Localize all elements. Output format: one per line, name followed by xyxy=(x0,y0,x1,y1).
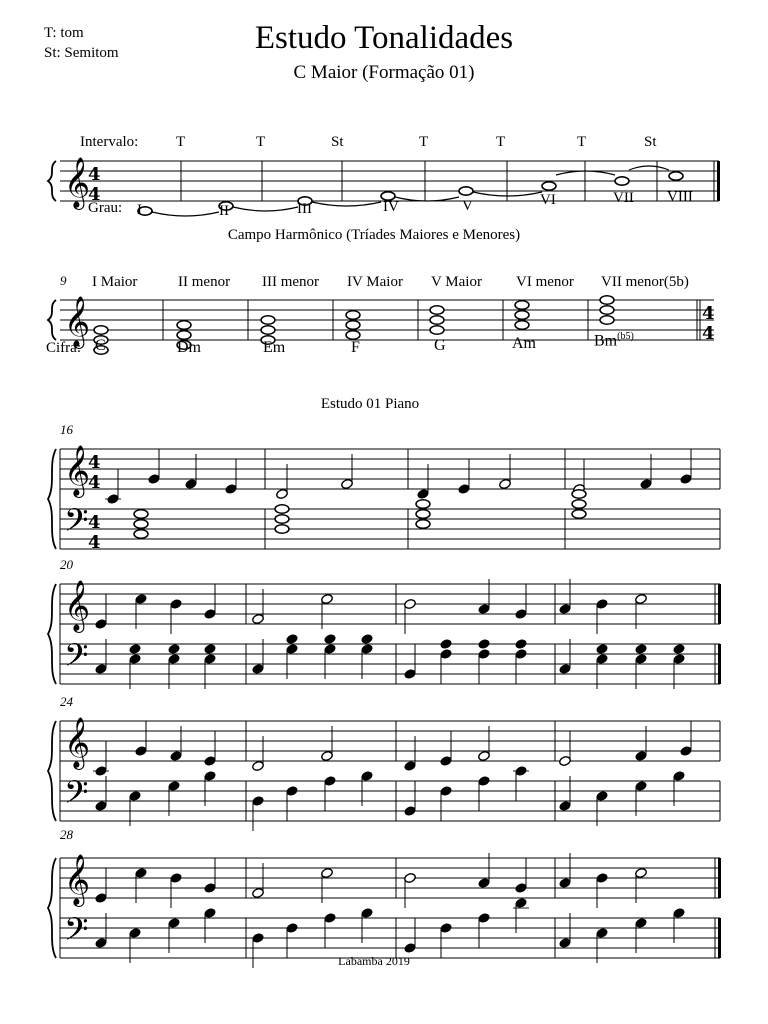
whole-note-head xyxy=(600,316,614,324)
interval-label: St xyxy=(331,134,344,150)
treble-clef: 𝄞 xyxy=(64,296,91,347)
chord-symbol: Am xyxy=(512,335,536,352)
legend-semitom: St: Semitom xyxy=(44,45,119,61)
whole-note-head xyxy=(346,321,360,329)
whole-note-head xyxy=(515,311,529,319)
chord-name: VI menor xyxy=(516,274,574,290)
whole-note-head xyxy=(430,326,444,334)
time-signature: 4 xyxy=(702,323,715,344)
chord-name: VII menor(5b) xyxy=(601,274,689,290)
note-head xyxy=(440,638,453,649)
cifra-label: Cifra: xyxy=(46,340,81,356)
legend-tom: T: tom xyxy=(44,25,84,41)
measure-number: 28 xyxy=(60,827,73,842)
whole-note-head xyxy=(275,505,289,513)
whole-note-head xyxy=(600,296,614,304)
final-barline-thick xyxy=(717,161,720,201)
grau-label: Grau: xyxy=(88,200,123,216)
interval-label: T xyxy=(176,134,186,150)
whole-note-head xyxy=(515,301,529,309)
note-head xyxy=(596,643,609,654)
section-heading-piano: Estudo 01 Piano xyxy=(320,396,420,412)
note-head xyxy=(204,643,217,654)
tie xyxy=(629,166,669,170)
degree-label: V xyxy=(462,198,473,214)
whole-note-head xyxy=(669,172,683,180)
whole-note-head xyxy=(275,525,289,533)
interval-label: St xyxy=(644,134,657,150)
chord-name: V Maior xyxy=(431,274,482,290)
degree-label: IV xyxy=(383,199,399,215)
treble-clef: 𝄞 xyxy=(64,157,91,208)
chord-symbol: F xyxy=(351,339,360,356)
final-barline-thick xyxy=(718,584,721,624)
degree-label: VII xyxy=(613,190,634,206)
whole-note-head xyxy=(416,500,430,508)
bass-clef: 𝄢 xyxy=(64,502,89,546)
bass-clef: 𝄢 xyxy=(64,911,89,955)
whole-note-head xyxy=(572,510,586,518)
whole-note-head xyxy=(177,331,191,339)
interval-label: T xyxy=(256,134,266,150)
whole-note-head xyxy=(615,177,629,185)
whole-note-head xyxy=(275,515,289,523)
whole-note-head xyxy=(542,182,556,190)
chord-name: IV Maior xyxy=(347,274,403,290)
note-head xyxy=(168,643,181,654)
time-signature: 4 xyxy=(88,512,101,533)
brace xyxy=(48,300,56,340)
page-title: Estudo Tonalidades xyxy=(254,20,514,56)
chord-superscript: (b5) xyxy=(617,331,634,342)
note-head xyxy=(478,638,491,649)
brace xyxy=(48,449,56,549)
whole-note-head xyxy=(346,311,360,319)
treble-clef: 𝄞 xyxy=(64,445,91,496)
chord-symbol: Dm xyxy=(177,339,201,356)
chord-symbol: Em xyxy=(263,339,286,356)
whole-note-head xyxy=(134,520,148,528)
chord-symbol-bm xyxy=(594,331,634,350)
whole-note-head xyxy=(430,316,444,324)
note-head xyxy=(361,633,374,644)
whole-note-head xyxy=(346,331,360,339)
chord-symbol: Bm xyxy=(594,332,618,350)
bass-clef: 𝄢 xyxy=(64,774,89,818)
whole-note-head xyxy=(177,321,191,329)
treble-clef: 𝄞 xyxy=(64,717,91,768)
measure-number: 9 xyxy=(60,273,67,288)
note-head xyxy=(324,633,337,644)
measure-number: 16 xyxy=(60,422,73,437)
degree-label: VI xyxy=(540,192,556,208)
time-signature: 4 xyxy=(88,164,101,185)
section-heading-harmonic-field: Campo Harmônico (Tríades Maiores e Menores) xyxy=(227,227,521,243)
treble-clef: 𝄞 xyxy=(64,580,91,631)
chord-name: I Maior xyxy=(92,274,138,290)
intervalo-label: Intervalo: xyxy=(80,134,139,150)
chord-name: III menor xyxy=(262,274,320,290)
final-barline-thick xyxy=(718,858,721,898)
interval-label: T xyxy=(419,134,429,150)
tie xyxy=(233,207,298,211)
time-signature: 4 xyxy=(88,472,101,493)
whole-note-head xyxy=(430,306,444,314)
tie xyxy=(152,212,219,216)
footer-credit: Labamba 2019 xyxy=(338,954,410,968)
measure-number: 20 xyxy=(60,557,73,572)
whole-note-head xyxy=(261,316,275,324)
interval-label: T xyxy=(496,134,506,150)
whole-note-head xyxy=(515,321,529,329)
treble-clef: 𝄞 xyxy=(64,854,91,905)
time-signature: 4 xyxy=(88,532,101,553)
chord-symbol: G xyxy=(434,337,446,354)
whole-note-head xyxy=(134,530,148,538)
brace xyxy=(48,858,56,958)
interval-label: T xyxy=(577,134,587,150)
whole-note-head xyxy=(572,500,586,508)
whole-note-head xyxy=(261,326,275,334)
whole-note-head xyxy=(416,520,430,528)
tie xyxy=(395,197,459,201)
brace xyxy=(48,584,56,684)
tie xyxy=(312,202,381,206)
bass-clef: 𝄢 xyxy=(64,637,89,681)
note-head xyxy=(515,638,528,649)
whole-note-head xyxy=(416,510,430,518)
whole-note-head xyxy=(600,306,614,314)
brace xyxy=(48,721,56,821)
final-barline-thick xyxy=(718,918,721,958)
note-head xyxy=(286,633,299,644)
degree-label: I xyxy=(137,202,142,218)
measure-number: 24 xyxy=(60,694,73,709)
degree-label: VIII xyxy=(667,189,693,205)
chord-symbol: C xyxy=(95,337,106,354)
final-barline-thick xyxy=(718,644,721,684)
note-head xyxy=(635,643,648,654)
note-head xyxy=(673,643,686,654)
whole-note-head xyxy=(459,187,473,195)
whole-note-head xyxy=(572,490,586,498)
time-signature: 4 xyxy=(88,184,101,205)
whole-note-head xyxy=(134,510,148,518)
note-head xyxy=(129,643,142,654)
time-signature: 4 xyxy=(88,452,101,473)
whole-note-head xyxy=(94,326,108,334)
brace xyxy=(48,161,56,201)
chord-name: II menor xyxy=(178,274,231,290)
degree-label: III xyxy=(297,201,312,217)
page-subtitle: C Maior (Formação 01) xyxy=(293,62,475,83)
time-signature: 4 xyxy=(702,303,715,324)
degree-label: II xyxy=(219,203,229,219)
